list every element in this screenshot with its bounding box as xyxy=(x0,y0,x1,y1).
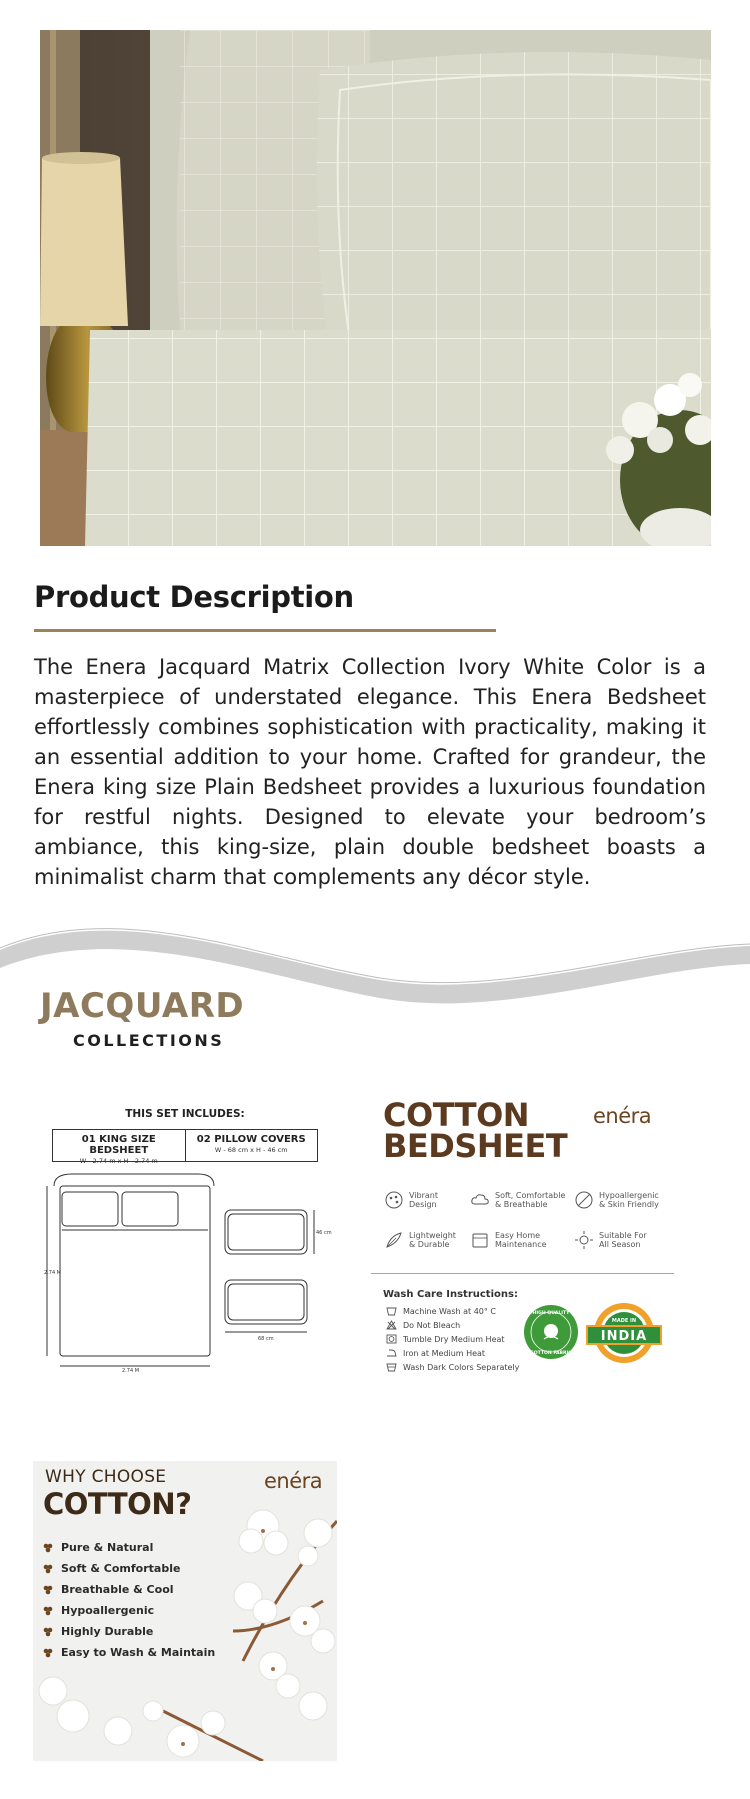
set-item-bedsheet xyxy=(53,1130,185,1165)
feature-hypoallergenic xyxy=(574,1190,679,1210)
product-description-text: The Enera Jacquard Matrix Collection Ivory White Color is a masterpiece of understated elegance. This Enera Bedsheet effortlessly combines sophistication with practicality, making it an essential addition to your home. Crafted for grandeur, the Enera king size Plain Bedsheet provides a luxurious foundation for restful nights. Designed to elevate your bedroom’s ambiance, this king-size, plain double bedsheet boasts a minimalist charm that complements any décor style. xyxy=(34,655,706,889)
badge-bottom-text: COTTON FABRIC xyxy=(530,1351,572,1356)
badge-made-in-text: MADE IN xyxy=(611,1318,637,1324)
sheet-width-label: 2.74 M xyxy=(122,1368,140,1373)
why-item xyxy=(43,1625,153,1638)
cotton-bedsheet-title xyxy=(383,1096,568,1165)
why-item-label: Highly Durable xyxy=(61,1625,154,1638)
panel-divider xyxy=(371,1273,674,1274)
cloud-icon xyxy=(470,1190,490,1210)
cotton-bullet-icon xyxy=(43,1648,53,1658)
set-item-dims: W - 68 cm x H - 46 cm xyxy=(214,1146,288,1154)
wash-item xyxy=(386,1320,460,1330)
why-item xyxy=(43,1541,153,1554)
enera-logo: enéra xyxy=(593,1104,652,1128)
collection-subtitle: COLLECTIONS xyxy=(73,1031,225,1050)
why-item-label: Easy to Wash & Maintain xyxy=(61,1646,216,1659)
wash-item xyxy=(386,1362,519,1372)
feature-soft-comfortable xyxy=(470,1190,575,1210)
hero-bedding-photo xyxy=(40,30,711,546)
why-item xyxy=(43,1583,174,1596)
feature-label: All Season xyxy=(599,1240,641,1249)
why-item xyxy=(43,1646,215,1659)
heading-underline xyxy=(34,629,496,632)
bedroom-scene xyxy=(40,30,711,546)
separate-wash-icon xyxy=(386,1362,397,1372)
set-includes-title: THIS SET INCLUDES: xyxy=(125,1108,245,1120)
wash-item xyxy=(386,1334,505,1344)
title-line-1: COTTON xyxy=(383,1096,530,1134)
sheet-height-label: 2.74 M xyxy=(44,1270,62,1276)
badge-india-text: INDIA xyxy=(600,1329,648,1344)
wash-label: Tumble Dry Medium Heat xyxy=(403,1334,505,1344)
feature-label: Vibrant xyxy=(409,1191,438,1200)
cotton-bullet-icon xyxy=(43,1543,53,1553)
wash-item xyxy=(386,1306,496,1316)
badge-top-text: HIGH QUALITY xyxy=(532,1311,570,1316)
feature-label: Suitable For xyxy=(599,1231,647,1240)
cotton-bullet-icon xyxy=(43,1564,53,1574)
sun-icon xyxy=(574,1230,594,1250)
feature-label: & Breathable xyxy=(495,1200,548,1209)
wash-label: Do Not Bleach xyxy=(403,1320,461,1330)
why-choose-cotton-card xyxy=(33,1461,337,1761)
feature-label: Lightweight xyxy=(409,1231,456,1240)
why-item xyxy=(43,1562,180,1575)
feature-lightweight xyxy=(384,1230,479,1250)
product-description-heading: Product Description xyxy=(34,580,354,614)
feature-label: Hypoallergenic xyxy=(599,1191,659,1200)
cotton-bullet-icon xyxy=(43,1627,53,1637)
feature-label: Easy Home xyxy=(495,1231,541,1240)
iron-medium-icon xyxy=(386,1348,397,1358)
cotton-bullet-icon xyxy=(43,1585,53,1595)
set-item-pillows xyxy=(185,1130,318,1161)
set-item-name: 01 KING SIZE BEDSHEET xyxy=(81,1134,156,1156)
high-quality-cotton-badge xyxy=(523,1304,579,1360)
set-includes-box xyxy=(52,1129,318,1165)
wash-care-title: Wash Care Instructions: xyxy=(383,1289,518,1300)
why-item-label: Pure & Natural xyxy=(61,1541,154,1554)
wash-item xyxy=(386,1348,485,1358)
feature-all-season xyxy=(574,1230,679,1250)
tumble-dry-icon xyxy=(386,1334,397,1344)
why-item-label: Soft & Comfortable xyxy=(61,1562,181,1575)
made-in-india-badge xyxy=(585,1300,663,1366)
wash-tub-icon xyxy=(386,1306,397,1316)
why-item xyxy=(43,1604,154,1617)
pillow-height-label: 46 cm xyxy=(316,1230,332,1236)
feather-icon xyxy=(384,1230,404,1250)
set-item-name: 02 PILLOW COVERS xyxy=(196,1134,306,1145)
no-bleach-icon xyxy=(386,1320,397,1330)
feature-vibrant-design xyxy=(384,1190,479,1210)
palette-icon xyxy=(384,1190,404,1210)
collection-title: JACQUARD xyxy=(40,986,245,1026)
why-item-label: Hypoallergenic xyxy=(61,1604,155,1617)
enera-logo: enéra xyxy=(264,1469,323,1493)
feature-easy-maintenance xyxy=(470,1230,575,1250)
wash-label: Iron at Medium Heat xyxy=(403,1348,486,1358)
feature-label: Maintenance xyxy=(495,1240,547,1249)
why-choose-label: WHY CHOOSE xyxy=(45,1467,167,1487)
title-line-2: BEDSHEET xyxy=(383,1127,568,1165)
pillow-width-label: 68 cm xyxy=(258,1336,274,1342)
hypoallergenic-icon xyxy=(574,1190,594,1210)
cotton-heading: COTTON? xyxy=(43,1487,192,1521)
set-item-dims: W - 2.74 m x H - 2.74 m xyxy=(79,1157,158,1165)
wash-label: Machine Wash at 40° C xyxy=(403,1306,497,1316)
feature-label: & Durable xyxy=(409,1240,450,1249)
iron-icon xyxy=(470,1230,490,1250)
wash-label: Wash Dark Colors Separately xyxy=(403,1362,520,1372)
set-dimensions-diagram xyxy=(42,1168,332,1373)
cotton-bullet-icon xyxy=(43,1606,53,1616)
feature-label: Soft, Comfortable xyxy=(495,1191,566,1200)
feature-label: & Skin Friendly xyxy=(599,1200,659,1209)
feature-label: Design xyxy=(409,1200,437,1209)
why-item-label: Breathable & Cool xyxy=(61,1583,174,1596)
